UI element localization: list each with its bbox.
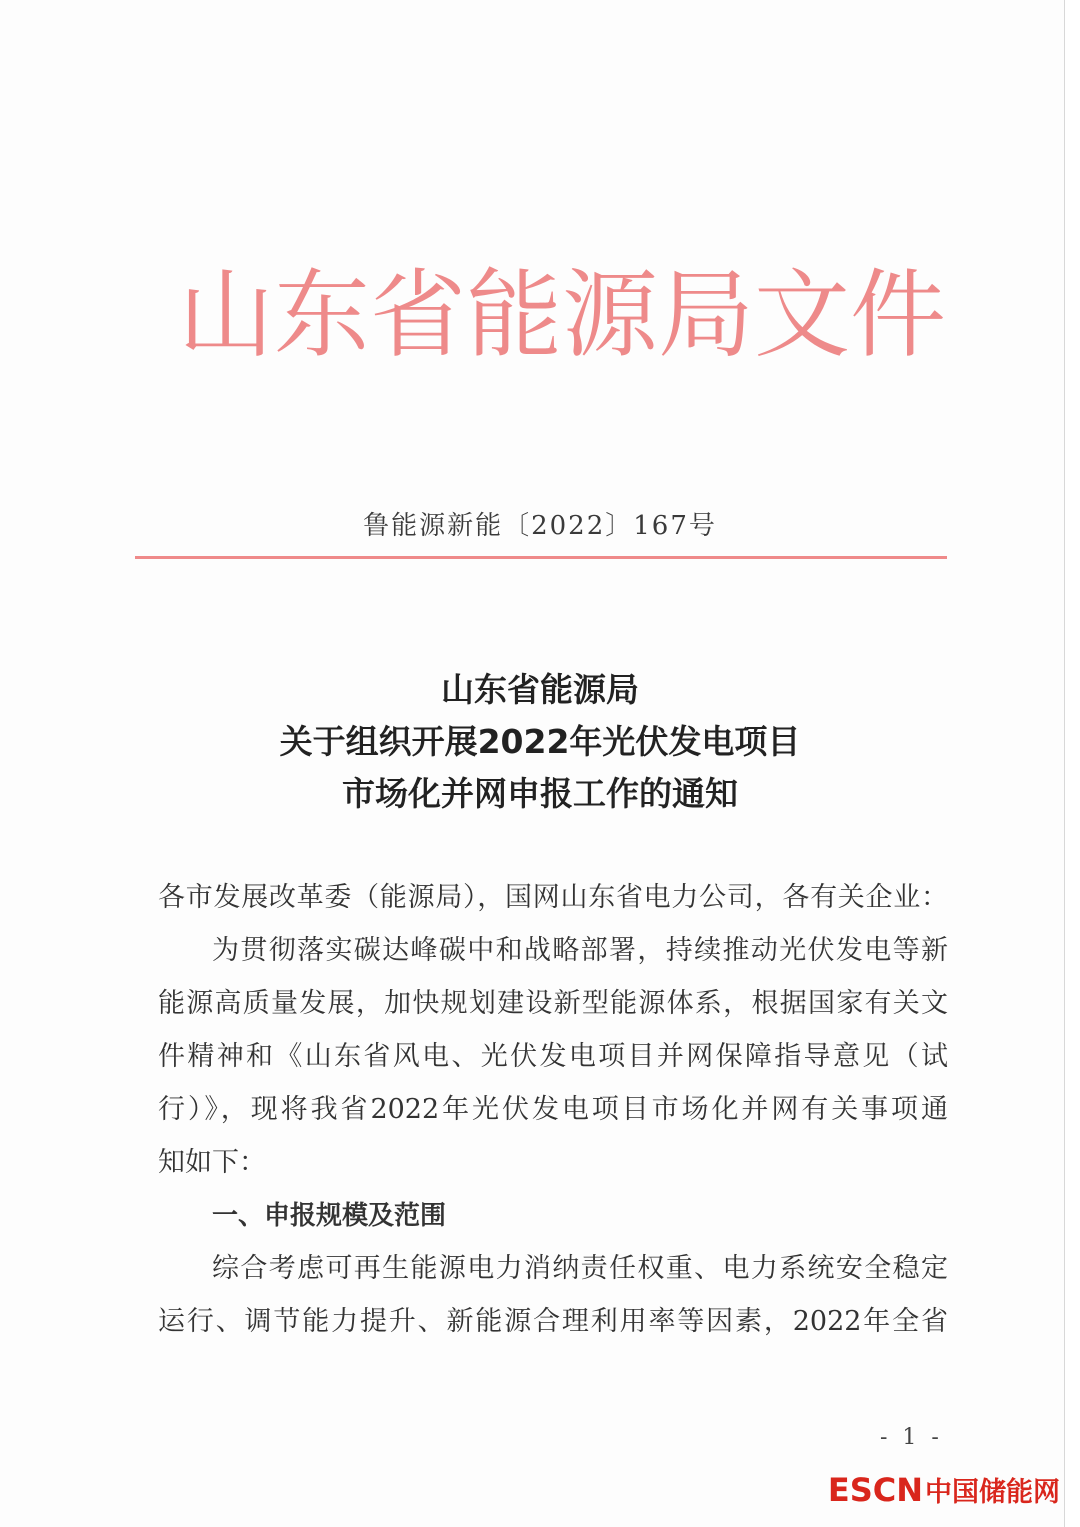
paragraph-line: 运行、调节能力提升、新能源合理利用率等因素，2022年全省 [158,1306,948,1337]
section-heading: 一、申报规模及范围 [212,1201,447,1231]
red-separator-line [135,556,947,559]
document-number: 鲁能源新能〔2022〕167号 [363,511,717,541]
paragraph-line: 能源高质量发展，加快规划建设新型能源体系，根据国家有关文 [158,988,948,1019]
notice-title-line-2: 关于组织开展2022年光伏发电项目 [279,722,801,761]
notice-title-line-3: 市场化并网申报工作的通知 [342,774,738,813]
paragraph-line: 知如下： [158,1147,266,1178]
salutation: 各市发展改革委（能源局），国网山东省电力公司，各有关企业： [158,882,948,913]
watermark-cn: 中国储能网 [925,1477,1060,1508]
paragraph-line: 综合考虑可再生能源电力消纳责任权重、电力系统安全稳定 [212,1253,948,1284]
notice-title-line-1: 山东省能源局 [441,670,639,709]
paragraph-line: 为贯彻落实碳达峰碳中和战略部署，持续推动光伏发电等新 [212,935,948,966]
paragraph-line: 行）》，现将我省2022年光伏发电项目市场化并网有关事项通 [158,1094,948,1125]
paragraph-line: 件精神和《山东省风电、光伏发电项目并网保障指导意见（试 [158,1041,948,1072]
masthead-title: 山东省能源局文件 [178,259,946,371]
escn-watermark-logo [828,1470,1060,1509]
watermark-latin: ESCN [827,1471,923,1509]
page-number: - 1 - [880,1425,943,1450]
